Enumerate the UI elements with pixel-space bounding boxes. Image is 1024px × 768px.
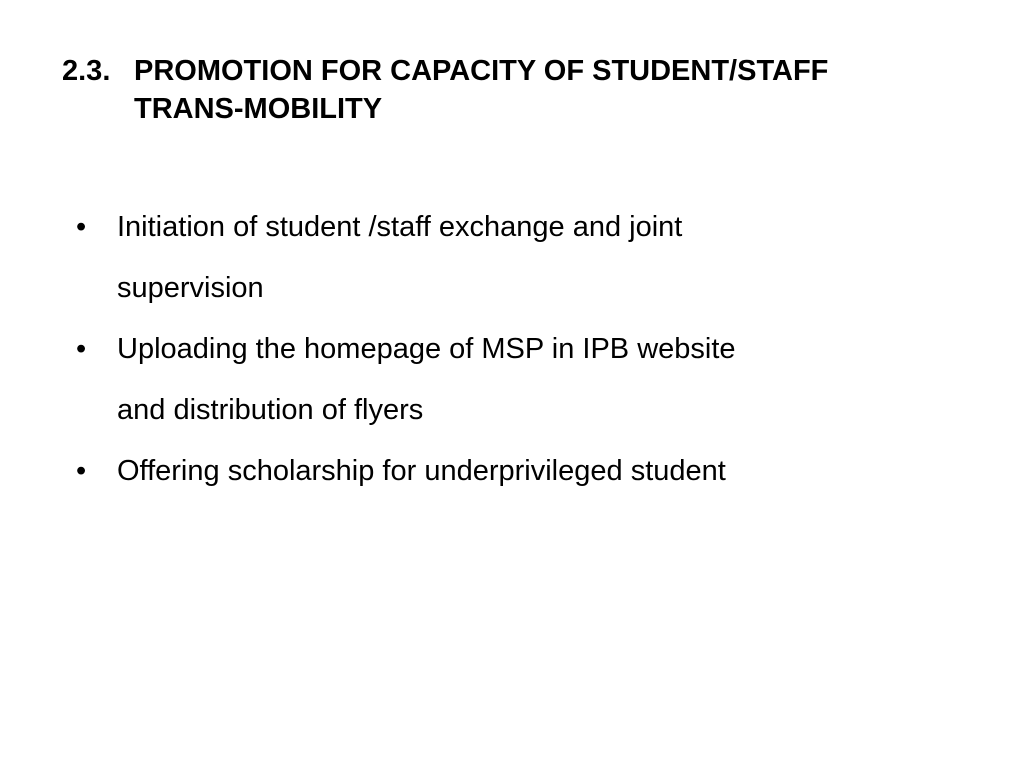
bullet-text-line: supervision — [117, 272, 264, 304]
bullet-text-line: Uploading the homepage of MSP in IPB website — [117, 333, 736, 365]
bullet-text-line: and distribution of flyers — [117, 394, 424, 426]
bullet-icon: • — [76, 333, 87, 365]
title-line-1: PROMOTION FOR CAPACITY OF STUDENT/STAFF — [134, 55, 829, 87]
bullet-item — [76, 319, 896, 441]
bullet-icon: • — [76, 455, 87, 487]
slide-title — [62, 52, 982, 128]
section-number: 2.3. — [62, 55, 111, 87]
bullet-text-line: Offering scholarship for underprivileged student — [117, 455, 726, 487]
bullet-item — [76, 197, 896, 319]
bullet-icon: • — [76, 211, 87, 243]
title-line-2: TRANS-MOBILITY — [134, 93, 383, 125]
bullet-item — [76, 441, 896, 502]
bullet-list — [76, 197, 896, 502]
bullet-text-line: Initiation of student /staff exchange and joint — [117, 211, 683, 243]
